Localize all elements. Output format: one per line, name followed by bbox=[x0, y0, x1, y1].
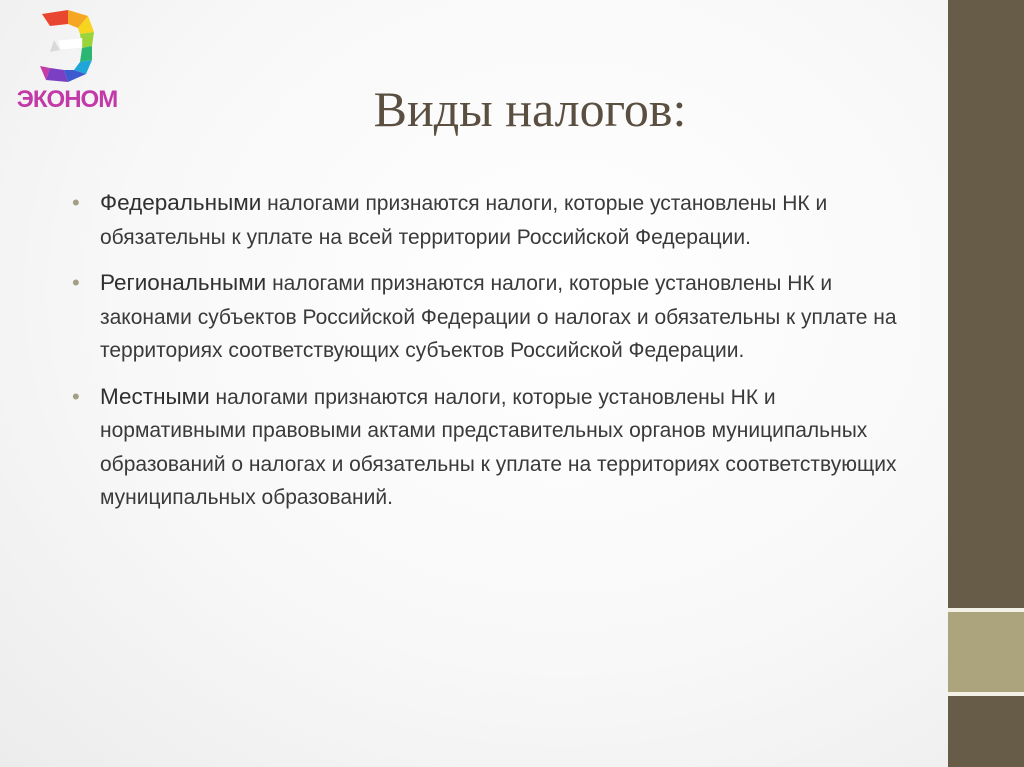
item-lead: Региональными bbox=[100, 270, 267, 295]
sidebar-light-block bbox=[948, 612, 1024, 692]
item-lead: Федеральными bbox=[100, 190, 262, 215]
logo bbox=[8, 8, 126, 120]
sidebar-divider bbox=[948, 608, 1024, 612]
bullet-list bbox=[72, 186, 912, 527]
item-text: налогами признаются налоги, которые установлены НК и обязательны к уплате на всей территории Российской Федерации. bbox=[100, 192, 828, 249]
item-text: налогами признаются налоги, которые установлены НК и нормативными правовыми актами представительных органов муниципальных образований о налогах и обязательны к уплате на территориях соответствующих муниципальных образований. bbox=[100, 385, 897, 509]
slide-title: Виды налогов: bbox=[373, 81, 687, 137]
logo-text: ЭКОНОМ bbox=[16, 86, 118, 113]
sidebar-divider bbox=[948, 692, 1024, 696]
list-item bbox=[72, 186, 912, 254]
item-text: налогами признаются налоги, которые установлены НК и законами субъектов Российской Федерации о налогах и обязательны к уплате на территориях соответствующих субъектов Российской Федерации. bbox=[100, 272, 897, 362]
bullet-icon: • bbox=[72, 383, 80, 409]
bullet-icon: • bbox=[72, 270, 80, 295]
bullet-icon: • bbox=[72, 190, 80, 215]
list-item bbox=[72, 266, 912, 368]
item-lead: Местными bbox=[100, 383, 210, 409]
list-item bbox=[72, 380, 912, 515]
letter-e-logo-icon bbox=[38, 8, 98, 86]
